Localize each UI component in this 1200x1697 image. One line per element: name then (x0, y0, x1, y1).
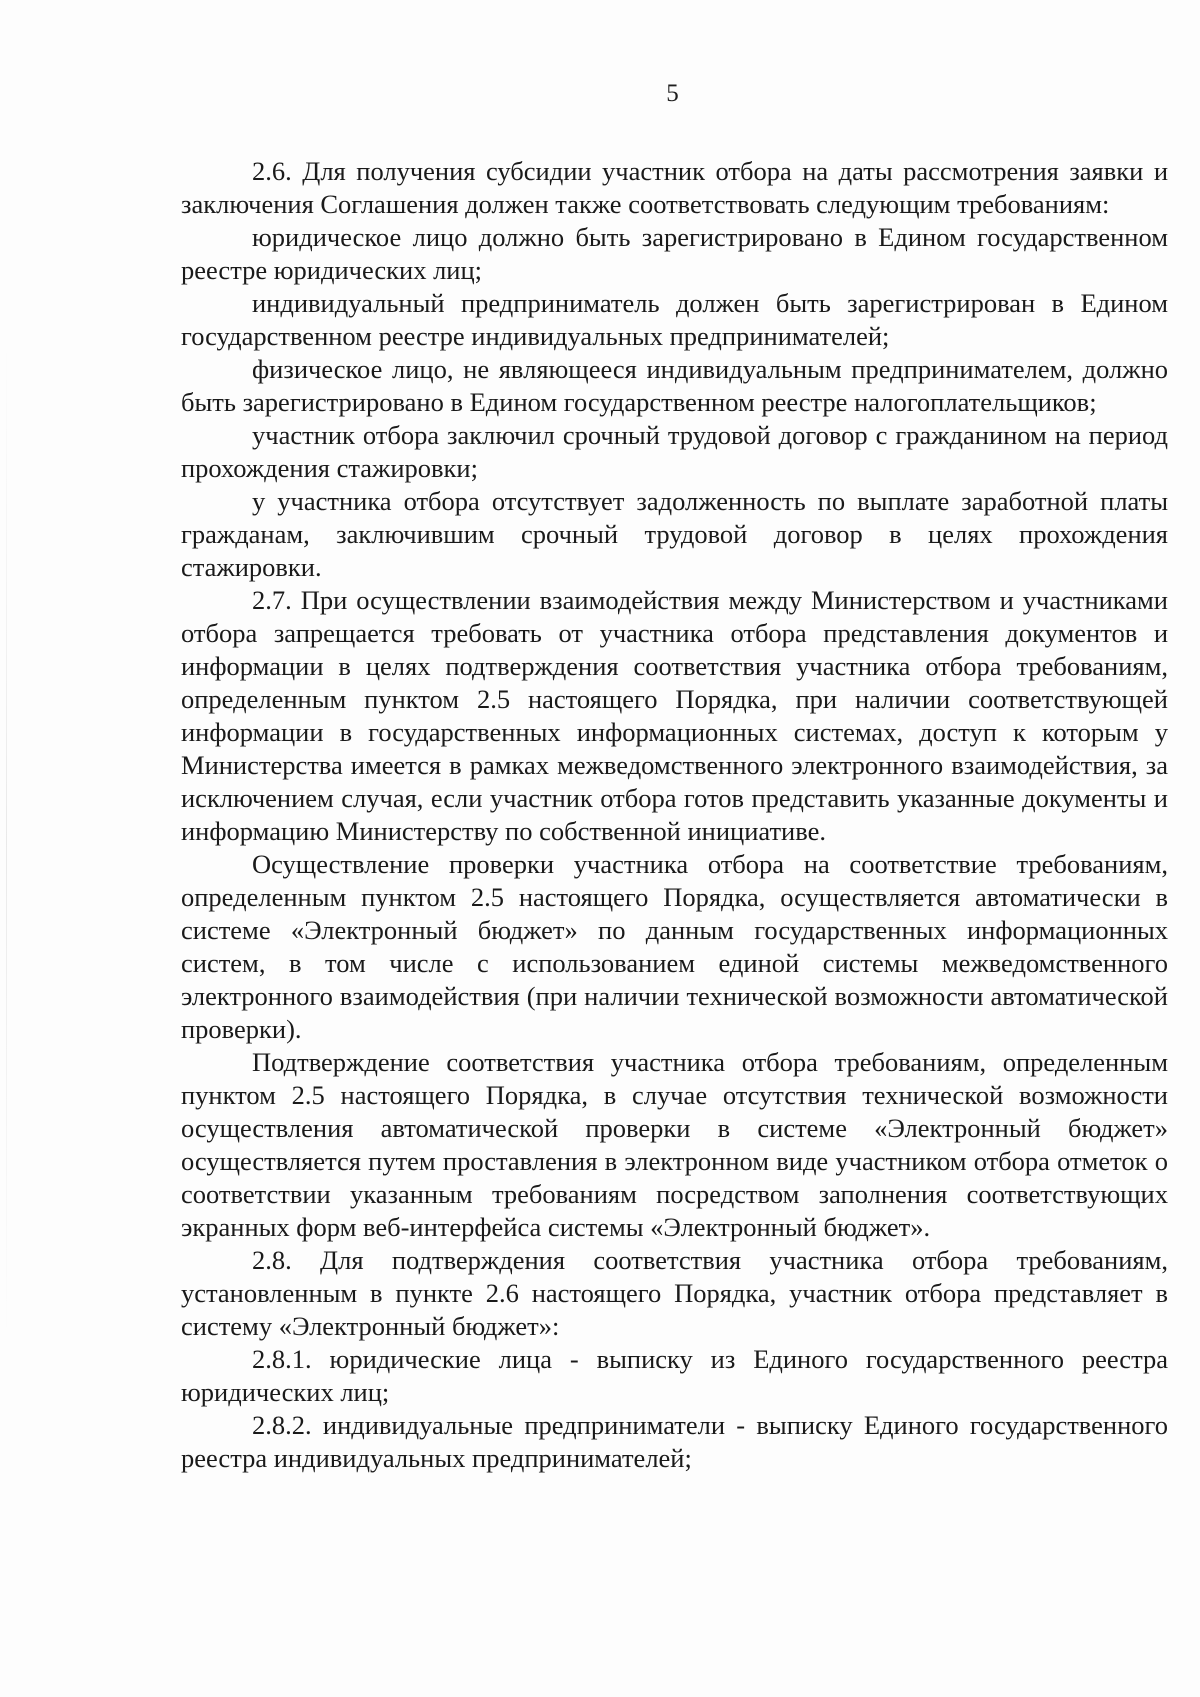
paragraph-no-wage-debt: у участника отбора отсутствует задолженность по выплате заработной платы гражданам, заключившим срочный трудовой договор в целях прохождения стажировки. (181, 486, 1168, 582)
paragraph-individual-entrepreneur: индивидуальный предприниматель должен быть зарегистрирован в Едином государственном реестре индивидуальных предпринимателей; (181, 288, 1168, 351)
paragraph-labor-contract: участник отбора заключил срочный трудовой договор с гражданином на период прохождения стажировки; (181, 420, 1168, 483)
document-body (181, 155, 1168, 1475)
paragraph-confirmation: Подтверждение соответствия участника отбора требованиям, определенным пунктом 2.5 настоящего Порядка, в случае отсутствия технической возможности осуществления автоматической проверки в системе «Электронный бюджет» осуществляется путем проставления в электронном виде участником отбора отметок о соответствии указанным требованиям посредством заполнения соответствующих экранных форм веб-интерфейса системы «Электронный бюджет». (181, 1047, 1168, 1242)
paragraph-2-6: 2.6. Для получения субсидии участник отбора на даты рассмотрения заявки и заключения Соглашения должен также соответствовать следующим требованиям: (181, 156, 1168, 219)
scan-edge-shadow (6, 340, 7, 1340)
paragraph-2-8: 2.8. Для подтверждения соответствия участника отбора требованиям, установленным в пункте 2.6 настоящего Порядка, участник отбора представляет в систему «Электронный бюджет»: (181, 1245, 1168, 1341)
paragraph-legal-entity: юридическое лицо должно быть зарегистрировано в Едином государственном реестре юридических лиц; (181, 222, 1168, 285)
paragraph-2-7: 2.7. При осуществлении взаимодействия между Министерством и участниками отбора запрещается требовать от участника отбора представления документов и информации в целях подтверждения соответствия участника отбора требованиям, определенным пунктом 2.5 настоящего Порядка, при наличии соответствующей информации в государственных информационных системах, доступ к которым у Министерства имеется в рамках межведомственного электронного взаимодействия, за исключением случая, если участник отбора готов представить указанные документы и информацию Министерству по собственной инициативе. (181, 585, 1168, 846)
paragraph-physical-person: физическое лицо, не являющееся индивидуальным предпринимателем, должно быть зарегистрировано в Едином государственном реестре налогоплательщиков; (181, 354, 1168, 417)
paragraph-automatic-check: Осуществление проверки участника отбора на соответствие требованиям, определенным пунктом 2.5 настоящего Порядка, осуществляется автоматически в системе «Электронный бюджет» по данным государственных информационных систем, в том числе с использованием единой системы межведомственного электронного взаимодействия (при наличии технической возможности автоматической проверки). (181, 849, 1168, 1044)
paragraph-2-8-1: 2.8.1. юридические лица - выписку из Единого государственного реестра юридических лиц; (181, 1344, 1168, 1407)
page-number: 5 (666, 80, 679, 107)
paragraph-2-8-2: 2.8.2. индивидуальные предприниматели - выписку Единого государственного реестра индивидуальных предпринимателей; (181, 1410, 1168, 1473)
